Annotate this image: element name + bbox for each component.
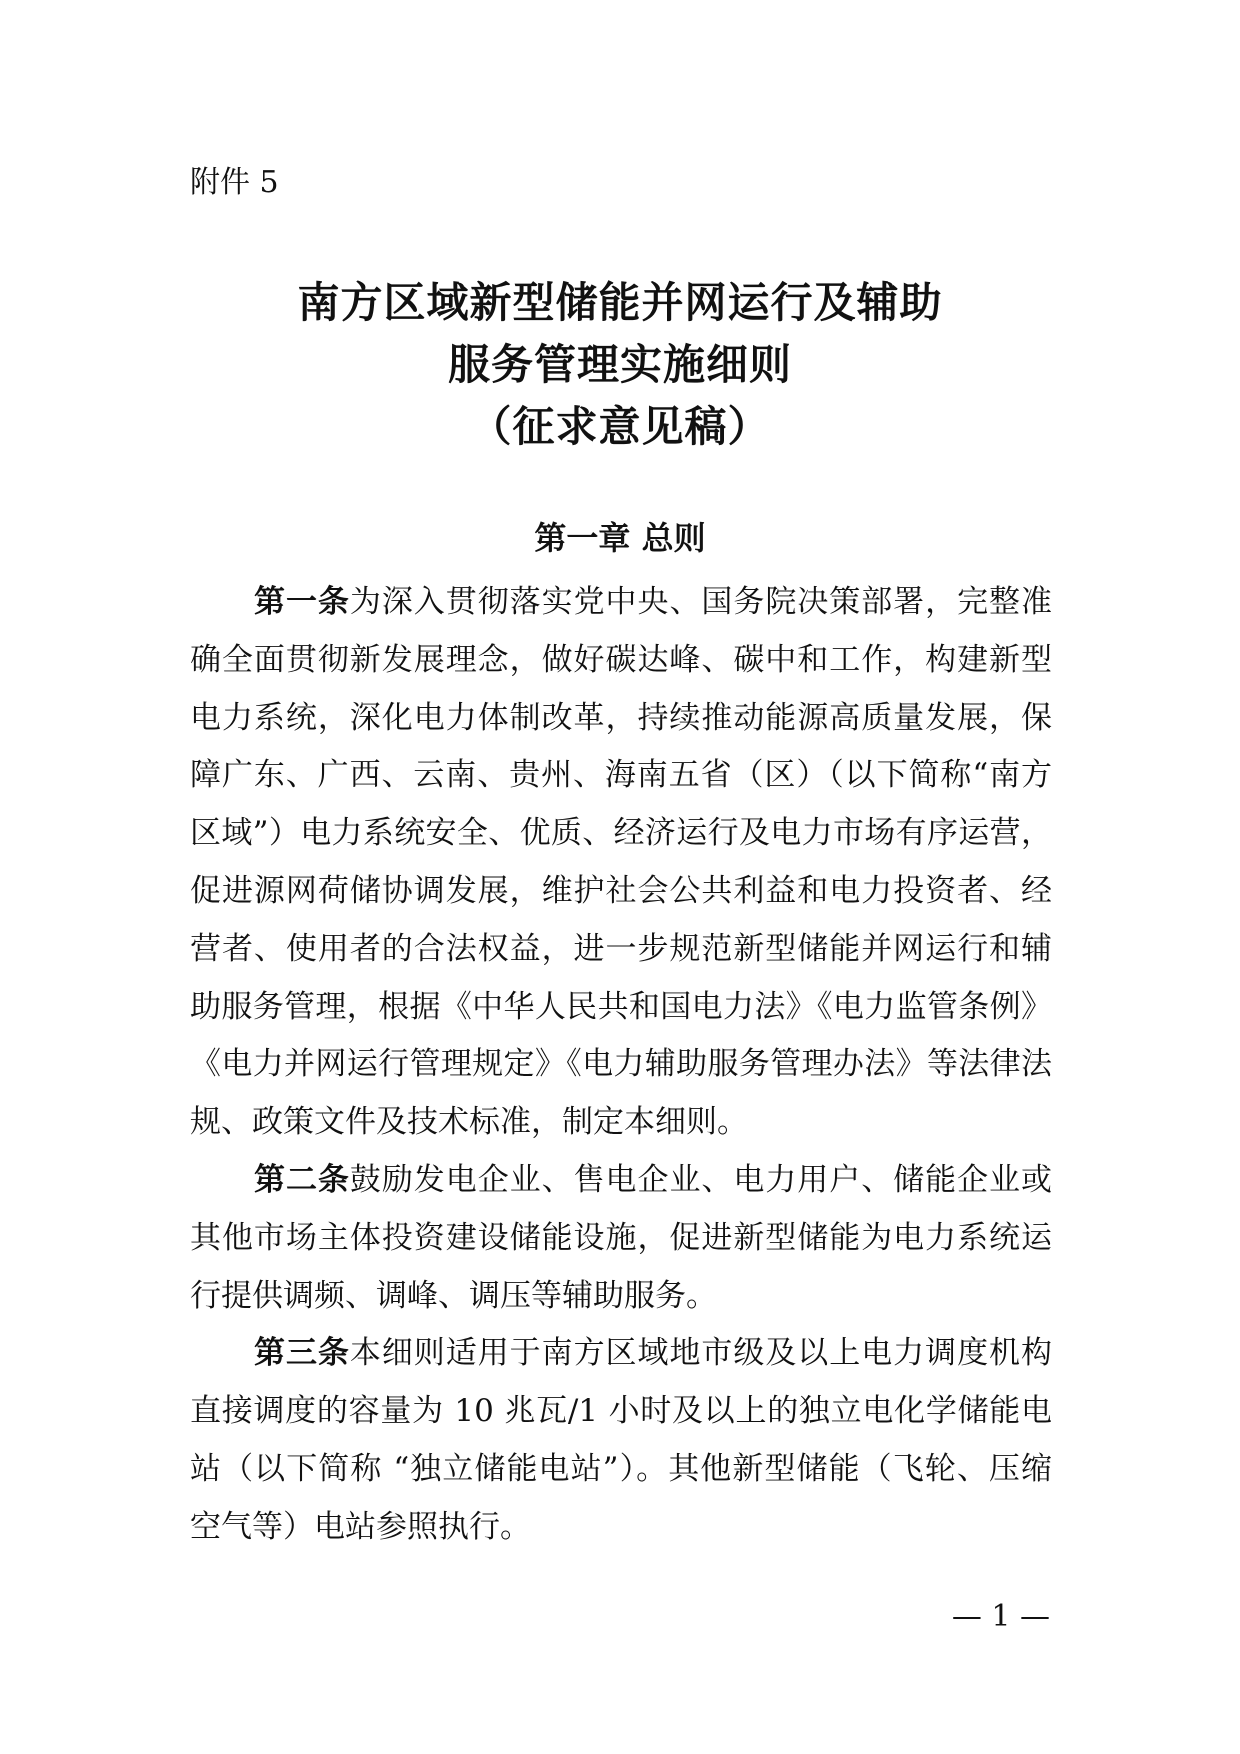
article-text: 为深入贯彻落实党中央、国务院决策部署，完整准确全面贯彻新发展理念，做好碳达峰、碳中和工作，构建新型电力系统，深化电力体制改革，持续推动能源高质量发展，保障广东、广西、云南、贵州、海南五省（区）（以下简称“南方区域”）电力系统安全、优质、经济运行及电力市场有序运营，促进源网荷储协调发展，维护社会公共利益和电力投资者、经营者、使用者的合法权益，进一步规范新型储能并网运行和辅助服务管理，根据《中华人民共和国电力法》《电力监管条例》《电力并网运行管理规定》《电力辅助服务管理办法》等法律法规、政策文件及技术标准，制定本细则。 <box>190 584 1052 1141</box>
title-line-3: （征求意见稿） <box>469 402 771 451</box>
document-title <box>0 272 1240 458</box>
page-number: — 1 — <box>951 1599 1050 1634</box>
title-line-1: 南方区域新型储能并网运行及辅助 <box>297 278 943 327</box>
article-paragraph <box>190 1152 1052 1325</box>
chapter-heading: 第一章 总则 <box>534 519 706 557</box>
article-paragraph <box>190 574 1052 1152</box>
attachment-label: 附件 5 <box>190 165 279 200</box>
article-text: 本细则适用于南方区域地市级及以上电力调度机构直接调度的容量为 10 兆瓦/1 小时及以上的独立电化学储能电站（以下简称 “独立储能电站”）。其他新型储能（飞轮、压缩空气等）电站参照执行。 <box>190 1335 1052 1545</box>
article-label: 第三条 <box>254 1335 350 1372</box>
article-paragraph <box>190 1325 1052 1556</box>
document-body <box>190 574 1052 1557</box>
title-line-2: 服务管理实施细则 <box>447 340 792 389</box>
article-label: 第一条 <box>254 584 350 620</box>
article-text: 鼓励发电企业、售电企业、电力用户、储能企业或其他市场主体投资建设储能设施，促进新型储能为电力系统运行提供调频、调峰、调压等辅助服务。 <box>190 1161 1052 1314</box>
article-label: 第二条 <box>254 1161 350 1198</box>
